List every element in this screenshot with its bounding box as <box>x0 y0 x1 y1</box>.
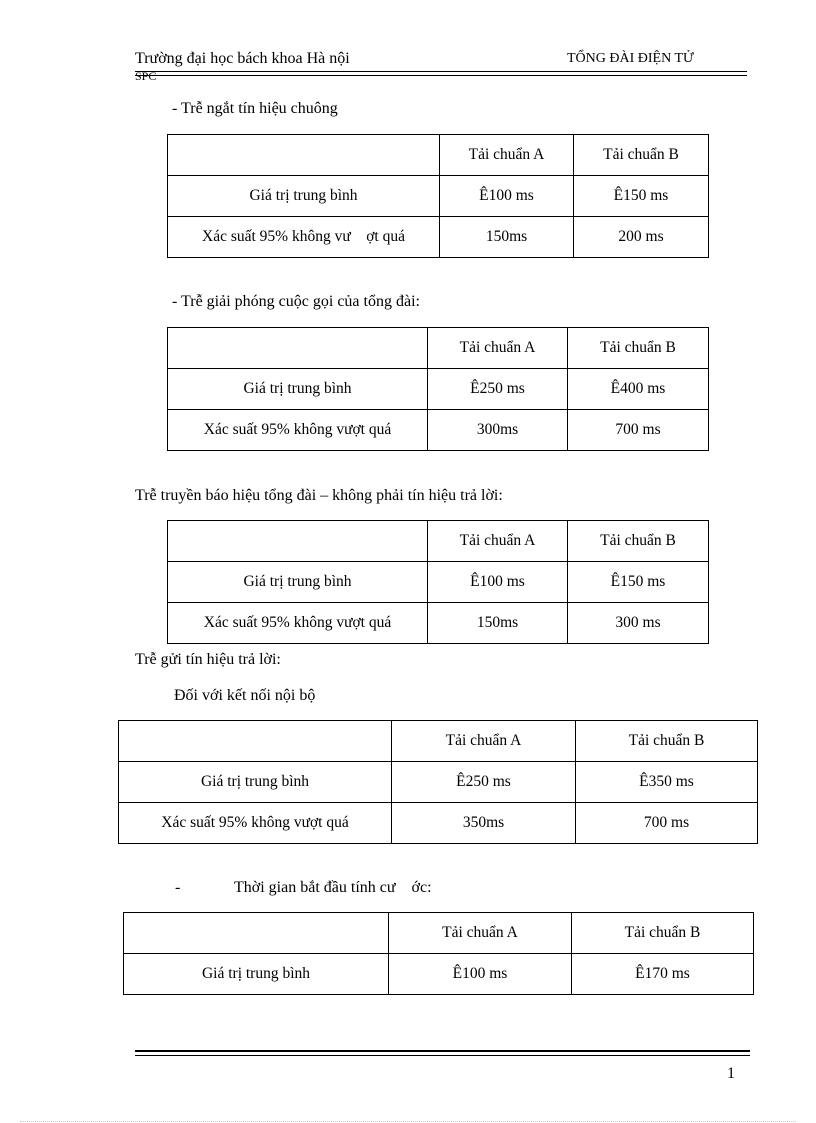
table-cell: Xác suất 95% không vư ợt quá <box>168 217 440 258</box>
table-header-row <box>119 721 758 762</box>
table-header-row <box>168 328 709 369</box>
table-cell: Xác suất 95% không vượt quá <box>119 803 392 844</box>
table-row <box>168 410 709 451</box>
table-cell: 300 ms <box>568 603 709 644</box>
table-header-cell: Tải chuẩn B <box>574 135 709 176</box>
footer-rule-bottom <box>135 1055 750 1056</box>
table-answer-signal-delay <box>118 720 758 844</box>
table-row <box>168 217 709 258</box>
section-subheading-local-connection: Đối với kết nối nội bộ <box>174 687 316 704</box>
table-header-cell <box>124 913 389 954</box>
table-header-row <box>168 521 709 562</box>
table-header-cell: Tải chuẩn A <box>428 521 568 562</box>
table-header-cell: Tải chuẩn B <box>576 721 758 762</box>
table-header-row <box>124 913 754 954</box>
table-row <box>168 369 709 410</box>
table-cell: Ê100 ms <box>428 562 568 603</box>
table-signaling-delay <box>167 520 709 644</box>
section-heading-call-release-delay: - Trễ giải phóng cuộc gọi của tổng đài: <box>172 293 420 310</box>
table-billing-start-time <box>123 912 754 995</box>
table-header-row <box>168 135 709 176</box>
table-header-cell: Tải chuẩn A <box>389 913 572 954</box>
page-edge-divider <box>20 1121 796 1122</box>
table-cell: Ê400 ms <box>568 369 709 410</box>
table-header-cell: Tải chuẩn A <box>440 135 574 176</box>
table-call-release-delay <box>167 327 709 451</box>
table-header-cell: Tải chuẩn A <box>428 328 568 369</box>
table-header-cell: Tải chuẩn A <box>392 721 576 762</box>
table-cell: Ê150 ms <box>568 562 709 603</box>
section-heading-billing-start-time: Thời gian bắt đầu tính cư ớc: <box>234 879 432 896</box>
section-bullet: - <box>175 879 181 896</box>
table-header-cell: Tải chuẩn B <box>568 328 709 369</box>
table-cell: Xác suất 95% không vượt quá <box>168 410 428 451</box>
table-row <box>124 954 754 995</box>
table-cell: 700 ms <box>576 803 758 844</box>
table-cell: Ê150 ms <box>574 176 709 217</box>
table-ring-cutoff-delay <box>167 134 709 258</box>
table-cell: Ê250 ms <box>428 369 568 410</box>
table-row <box>168 176 709 217</box>
header-school-name: Trường đại học bách khoa Hà nội <box>135 50 350 67</box>
table-cell: Giá trị trung bình <box>124 954 389 995</box>
header-title-continuation: SPC <box>135 69 157 83</box>
header-rule-bottom <box>135 75 747 76</box>
section-heading-ring-cutoff-delay: - Trễ ngắt tín hiệu chuông <box>172 100 338 117</box>
table-cell: Ê100 ms <box>440 176 574 217</box>
table-row <box>168 562 709 603</box>
page-number: 1 <box>727 1065 735 1082</box>
section-heading-signaling-delay: Trễ truyền báo hiệu tổng đài – không phải tín hiệu trả lời: <box>135 487 503 504</box>
header-rule-top <box>135 71 747 72</box>
table-cell: 300ms <box>428 410 568 451</box>
table-header-cell: Tải chuẩn B <box>568 521 709 562</box>
table-cell: 700 ms <box>568 410 709 451</box>
table-header-cell <box>119 721 392 762</box>
table-cell: 350ms <box>392 803 576 844</box>
table-cell: 150ms <box>428 603 568 644</box>
table-row <box>168 603 709 644</box>
table-cell: Giá trị trung bình <box>119 762 392 803</box>
table-cell: 200 ms <box>574 217 709 258</box>
table-cell: Ê350 ms <box>576 762 758 803</box>
table-cell: Ê250 ms <box>392 762 576 803</box>
table-row <box>119 762 758 803</box>
table-row <box>119 803 758 844</box>
table-cell: 150ms <box>440 217 574 258</box>
table-cell: Giá trị trung bình <box>168 369 428 410</box>
table-cell: Ê100 ms <box>389 954 572 995</box>
table-cell: Giá trị trung bình <box>168 562 428 603</box>
table-header-cell <box>168 328 428 369</box>
table-cell: Giá trị trung bình <box>168 176 440 217</box>
footer-rule-top <box>135 1050 750 1052</box>
table-header-cell: Tải chuẩn B <box>572 913 754 954</box>
table-cell: Xác suất 95% không vượt quá <box>168 603 428 644</box>
table-header-cell <box>168 521 428 562</box>
header-document-title: TỔNG ĐÀI ĐIỆN TỬ <box>567 51 694 66</box>
table-cell: Ê170 ms <box>572 954 754 995</box>
section-heading-answer-signal-delay: Trễ gửi tín hiệu trả lời: <box>135 651 281 668</box>
table-header-cell <box>168 135 440 176</box>
